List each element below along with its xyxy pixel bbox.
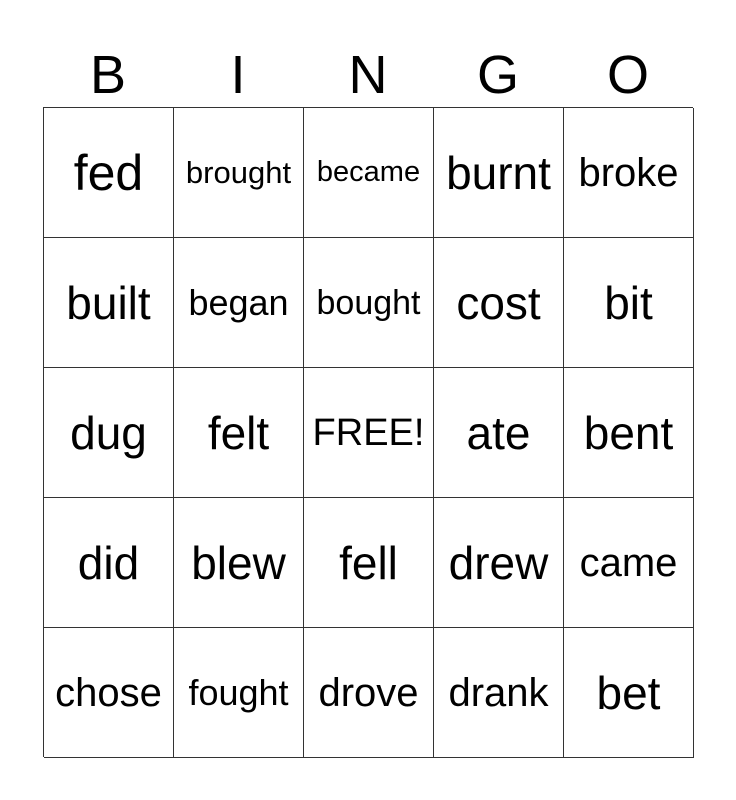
bingo-cell[interactable]: came [564, 498, 694, 628]
header-letter-g: G [476, 45, 519, 105]
bingo-cell[interactable]: bet [564, 628, 694, 758]
bingo-cell[interactable]: fought [174, 628, 304, 758]
bingo-cell[interactable]: broke [564, 108, 694, 238]
bingo-cell[interactable]: ate [434, 368, 564, 498]
bingo-cell[interactable]: cost [434, 238, 564, 368]
bingo-cell[interactable]: fed [44, 108, 174, 238]
bingo-cell[interactable]: bit [564, 238, 694, 368]
bingo-cell[interactable]: fell [304, 498, 434, 628]
bingo-cell[interactable]: burnt [434, 108, 564, 238]
bingo-cell[interactable]: drove [304, 628, 434, 758]
bingo-cell[interactable]: began [174, 238, 304, 368]
bingo-cell[interactable]: bought [304, 238, 434, 368]
bingo-cell[interactable]: bent [564, 368, 694, 498]
bingo-header [43, 42, 693, 108]
header-letter-o: O [606, 45, 649, 105]
bingo-cell[interactable]: blew [174, 498, 304, 628]
free-space-cell[interactable]: FREE! [304, 368, 434, 498]
header-letter-b: B [89, 45, 127, 105]
bingo-cell[interactable]: drank [434, 628, 564, 758]
bingo-cell[interactable]: felt [174, 368, 304, 498]
bingo-cell[interactable]: became [304, 108, 434, 238]
bingo-cell[interactable]: brought [174, 108, 304, 238]
bingo-cell[interactable]: dug [44, 368, 174, 498]
bingo-cell[interactable]: did [44, 498, 174, 628]
bingo-cell[interactable]: drew [434, 498, 564, 628]
header-letter-i: I [230, 45, 246, 105]
bingo-cell[interactable]: built [44, 238, 174, 368]
bingo-cell[interactable]: chose [44, 628, 174, 758]
bingo-grid [43, 107, 693, 757]
header-letter-n: N [348, 45, 388, 105]
